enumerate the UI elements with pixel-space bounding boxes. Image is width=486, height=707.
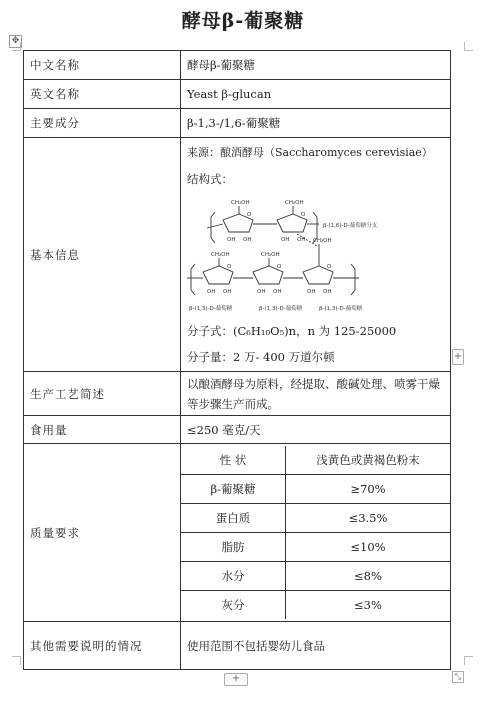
quality-item-name: 灰分 [181,591,286,620]
oh-label: OH [273,289,282,295]
quality-item-value: ≤3% [286,591,451,620]
branch-label: β-(1,6)-D-葡萄糖分支 [323,223,378,229]
other-value: 使用范围不包括婴幼儿食品 [181,622,451,670]
structure-label: 结构式： [187,172,233,186]
oh-label: OH [223,289,232,295]
ring-oxygen: O [277,264,282,270]
spec-table [23,50,451,670]
table-row-quality [24,444,451,622]
molecular-formula: 分子式：(C₆H₁₀O₅)n，n 为 125-25000 [187,324,397,338]
table-row-process [24,372,451,416]
ring-oxygen: O [327,264,332,270]
table-move-icon[interactable]: ✥ [9,35,22,48]
dosage-value: ≤250 毫克/天 [181,416,451,444]
quality-item-name: 脂肪 [181,533,286,562]
crop-mark-bottom-right [464,656,473,665]
quality-item-name: 蛋白质 [181,504,286,533]
quality-item-name: β-葡聚糖 [181,475,286,504]
ch2oh-label: CH₂OH [285,200,304,206]
quality-row [181,504,450,533]
quality-item-name: 水分 [181,562,286,591]
quality-item-value: ≥70% [286,475,451,504]
english-name-label: 英文名称 [24,80,181,109]
table-row-other [24,622,451,670]
ch2oh-label: CH₂OH [211,252,230,258]
basic-info-cell [181,138,451,372]
quality-row [181,562,450,591]
page-title: 酵母β-葡聚糖 [181,10,305,32]
ring-oxygen: O [227,264,232,270]
quality-row [181,533,450,562]
other-label: 其他需要说明的情况 [24,622,181,670]
crop-mark-bottom-left [12,656,21,665]
table-row-english-name [24,80,451,109]
oh-label: OH [281,237,290,243]
quality-cell [181,444,451,622]
quality-row [181,475,450,504]
ch2oh-label: CH₂OH [313,238,332,244]
chinese-name-value: 酵母β-葡聚糖 [181,51,451,80]
table-row-basic-info [24,138,451,372]
quality-item-name: 性 状 [181,446,286,475]
dosage-label: 食用量 [24,416,181,444]
oh-label: OH [243,237,252,243]
molecular-weight: 分子量：2 万- 400 万道尔顿 [187,350,335,364]
table-resize-handle[interactable]: ⤡ [452,671,464,683]
table-row-main-component [24,109,451,138]
main-component-value: β-1,3-/1,6-葡聚糖 [181,109,451,138]
crop-mark-top-right [464,42,473,51]
add-column-button[interactable]: + [452,349,464,365]
quality-item-value: 浅黄色或黄褐色粉末 [286,446,451,475]
basic-info-label: 基本信息 [24,138,181,372]
english-name-value: Yeast β-glucan [181,80,451,109]
oh-label: OH [297,237,306,243]
oh-label: OH [323,289,332,295]
main-chain-label: β-(1,3)-D-葡萄糖 [319,306,363,312]
oh-label: OH [307,289,316,295]
table-row-dosage [24,416,451,444]
structural-formula-diagram [187,194,437,316]
process-value: 以酿酒酵母为原料，经提取、酸碱处理、喷雾干燥等步骤生产而成。 [181,372,451,416]
quality-item-value: ≤3.5% [286,504,451,533]
oh-label: OH [227,237,236,243]
quality-table [181,446,450,619]
source-text: 来源：酿酒酵母（Saccharomyces cerevisiae） [187,146,433,159]
process-label: 生产工艺简述 [24,372,181,416]
quality-label: 质量要求 [24,444,181,622]
main-chain-label: β-(1,3)-D-葡萄糖 [189,306,233,312]
main-component-label: 主要成分 [24,109,181,138]
chinese-name-label: 中文名称 [24,51,181,80]
main-chain-label: β-(1,3)-D-葡萄糖 [259,306,303,312]
ring-oxygen: O [301,212,306,218]
table-row-chinese-name [24,51,451,80]
quality-row [181,591,450,620]
quality-item-value: ≤8% [286,562,451,591]
quality-item-value: ≤10% [286,533,451,562]
ch2oh-label: CH₂OH [231,200,250,206]
oh-label: OH [257,289,266,295]
quality-row [181,446,450,475]
crop-mark-top-left [12,42,21,51]
add-row-button[interactable]: + [224,673,248,686]
ch2oh-label: CH₂OH [261,252,280,258]
ring-oxygen: O [247,212,252,218]
oh-label: OH [207,289,216,295]
